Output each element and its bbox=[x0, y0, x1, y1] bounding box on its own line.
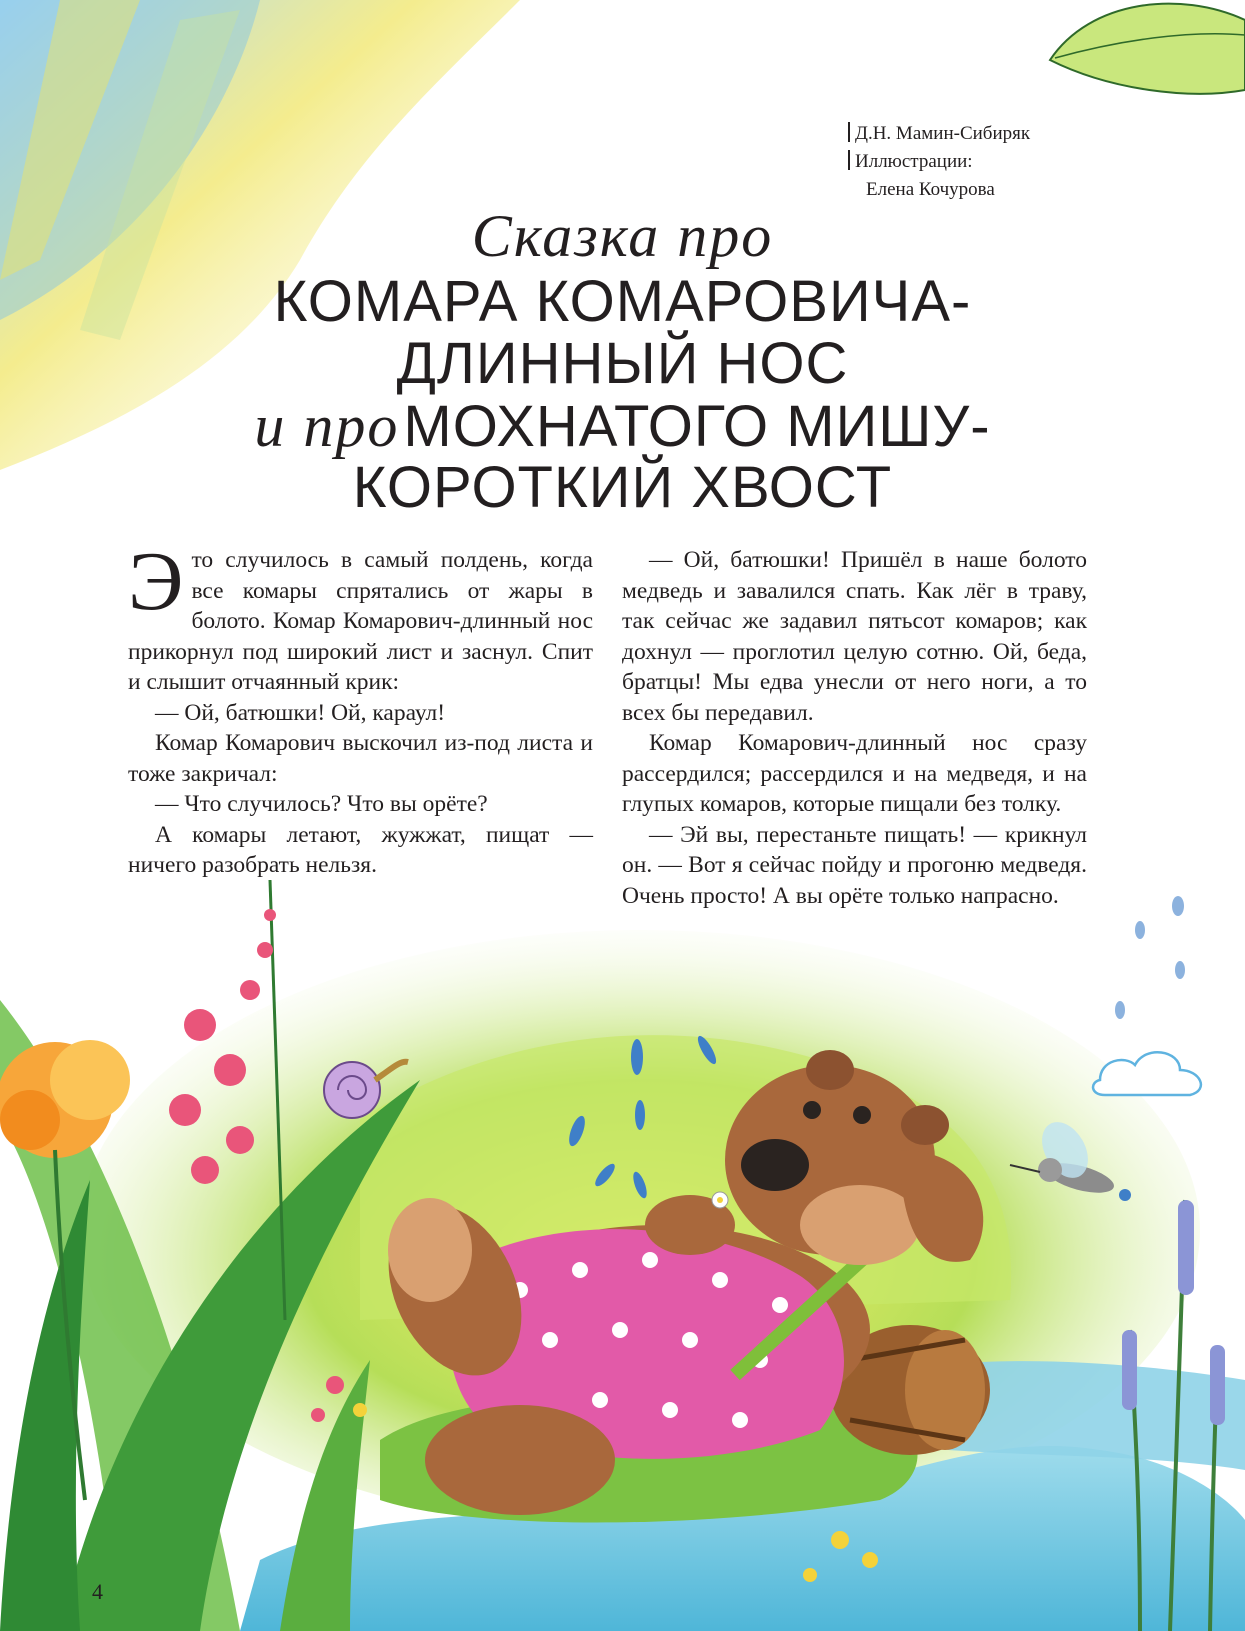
leaf-top-right bbox=[1050, 4, 1245, 94]
paragraph: Комар Комарович выскочил из-под листа и тоже закричал: bbox=[128, 730, 593, 787]
paragraph: — Что случилось? Что вы орёте? bbox=[155, 791, 488, 817]
cattail bbox=[1122, 1330, 1137, 1410]
paragraph: А комары летают, жужжат, пищат — ничего разобрать нельзя. bbox=[128, 821, 593, 878]
cloud bbox=[1093, 1052, 1201, 1095]
text-column-left bbox=[128, 535, 593, 881]
drop-cap: Э bbox=[128, 535, 184, 628]
cattail bbox=[1210, 1345, 1225, 1425]
page-number: 4 bbox=[92, 1579, 103, 1604]
paragraph: — Ой, батюшки! Пришёл в наше болото медведь и завалился спать. Как лёг в траву, так сейчас же задавил пятьсот комаров; как дохнул — проглотил целую сотню. Ой, беда, братцы! Мы едва унесли от него ноги, а то всех бы передавил. bbox=[622, 547, 1087, 726]
title-line-nos: ДЛИННЫЙ НОС bbox=[396, 331, 849, 396]
cattail bbox=[1178, 1200, 1194, 1295]
title-line-khvost: КОРОТКИЙ ХВОСТ bbox=[352, 455, 893, 520]
title-line-mishu bbox=[0, 392, 1245, 461]
illustrations-label: Иллюстрации: bbox=[855, 151, 973, 172]
paragraph: — Эй вы, перестаньте пищать! — крикнул он. — Вот я сейчас пойду и прогоню медведя. Очень просто! А вы орёте только напрасно. bbox=[622, 821, 1087, 909]
title-italic-i-pro: и про bbox=[254, 393, 400, 459]
credit-rule bbox=[848, 150, 850, 170]
illustrator-name: Елена Кочурова bbox=[866, 179, 995, 200]
paragraph: — Ой, батюшки! Ой, караул! bbox=[155, 699, 446, 726]
credit-rule bbox=[848, 122, 850, 142]
title-line-komara: КОМАРА КОМАРОВИЧА- bbox=[273, 269, 972, 334]
author-name: Д.Н. Мамин-Сибиряк bbox=[855, 123, 1031, 144]
paragraph-text: то случилось в самый полдень, когда все комары спрятались от жары в болото. Комар Комарович-длинный нос прикорнул под широкий лист и заснул. Спит и слышит отчаянный крик: bbox=[128, 547, 593, 695]
credits bbox=[848, 120, 1030, 204]
title-italic-line: Сказка про bbox=[471, 203, 774, 269]
title-caps-mishu: МОХНАТОГО МИШУ- bbox=[403, 394, 991, 459]
paragraph bbox=[128, 535, 593, 698]
paragraph: Комар Комарович-длинный нос сразу рассердился; рассердился и на медведя, и на глупых комаров, которые пищали без толку. bbox=[622, 730, 1087, 817]
text-column-right bbox=[622, 545, 1087, 911]
